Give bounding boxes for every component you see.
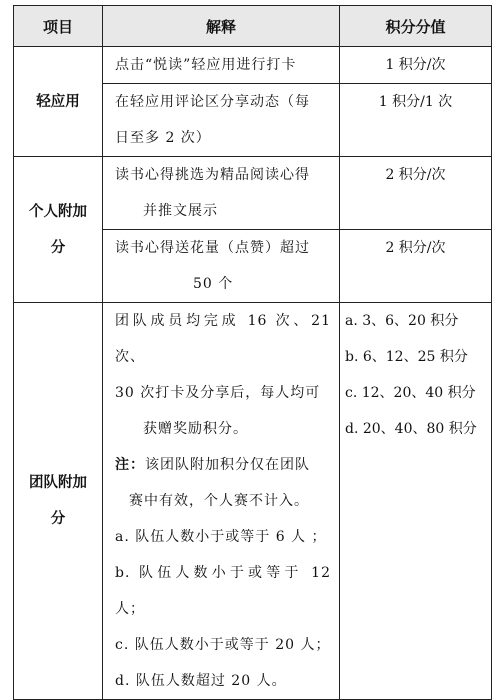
explain-line: 在轻应用评论区分享动态（每	[115, 94, 310, 110]
points-rules-table	[13, 5, 492, 700]
explain-line: 并推文展示	[143, 203, 218, 219]
explain-line: 团队成员均完成 16 次、21 次、	[115, 313, 331, 365]
category-light-app	[14, 47, 103, 157]
header-points: 积分分值	[340, 6, 492, 47]
category-label: 分	[50, 511, 66, 527]
explain-line: 日至多 2 次）	[115, 130, 211, 146]
team-size-item: d. 队伍人数超过 20 人。	[115, 673, 287, 689]
explain-line: 赛中有效，个人赛不计入。	[129, 493, 309, 509]
points-option: d. 20、40、80 积分	[345, 421, 477, 437]
points-cell: 2 积分/次	[340, 230, 492, 303]
table-row	[14, 157, 492, 230]
points-cell: 2 积分/次	[340, 157, 492, 230]
explain-cell	[103, 84, 340, 157]
note-label: 注：	[115, 457, 145, 473]
explain-cell	[103, 303, 340, 700]
note-line	[115, 447, 331, 483]
table-header-row	[14, 6, 492, 47]
points-option: c. 12、20、40 积分	[345, 385, 476, 401]
header-item: 项目	[14, 6, 103, 47]
table-row	[14, 47, 492, 84]
explain-line: 30 次打卡及分享后，每人均可	[115, 385, 321, 401]
explain-cell	[103, 157, 340, 230]
team-size-item: c. 队伍人数小于或等于 20 人；	[115, 637, 331, 653]
points-cell: 1 积分/1 次	[340, 84, 492, 157]
team-size-item: a. 队伍人数小于或等于 6 人 ；	[115, 529, 327, 545]
header-explanation: 解释	[103, 6, 340, 47]
points-option: a. 3、6、20 积分	[345, 313, 459, 329]
category-personal-bonus	[14, 157, 103, 303]
category-team-bonus	[14, 303, 103, 700]
team-size-item: b. 队伍人数小于或等于 12 人；	[115, 565, 331, 617]
points-option: b. 6、12、25 积分	[345, 349, 468, 365]
explain-cell	[103, 47, 340, 84]
explain-line: 读书心得送花量（点赞）超过	[115, 240, 310, 256]
explain-line: 获赠奖励积分。	[143, 421, 248, 437]
category-label: 轻应用	[36, 93, 80, 110]
category-label: 分	[50, 239, 66, 256]
points-cell: 1 积分/次	[340, 47, 492, 84]
note-text: 该团队附加积分仅在团队	[145, 457, 310, 473]
explain-cell	[103, 230, 340, 303]
explain-line: 50 个	[193, 276, 234, 292]
category-label: 个人附加	[29, 203, 87, 220]
explain-line: 读书心得挑选为精品阅读心得	[115, 167, 310, 183]
category-label: 团队附加	[29, 475, 87, 491]
table-row	[14, 303, 492, 700]
explain-line: 点击“悦读”轻应用进行打卡	[115, 57, 297, 73]
points-options-cell	[340, 303, 492, 700]
